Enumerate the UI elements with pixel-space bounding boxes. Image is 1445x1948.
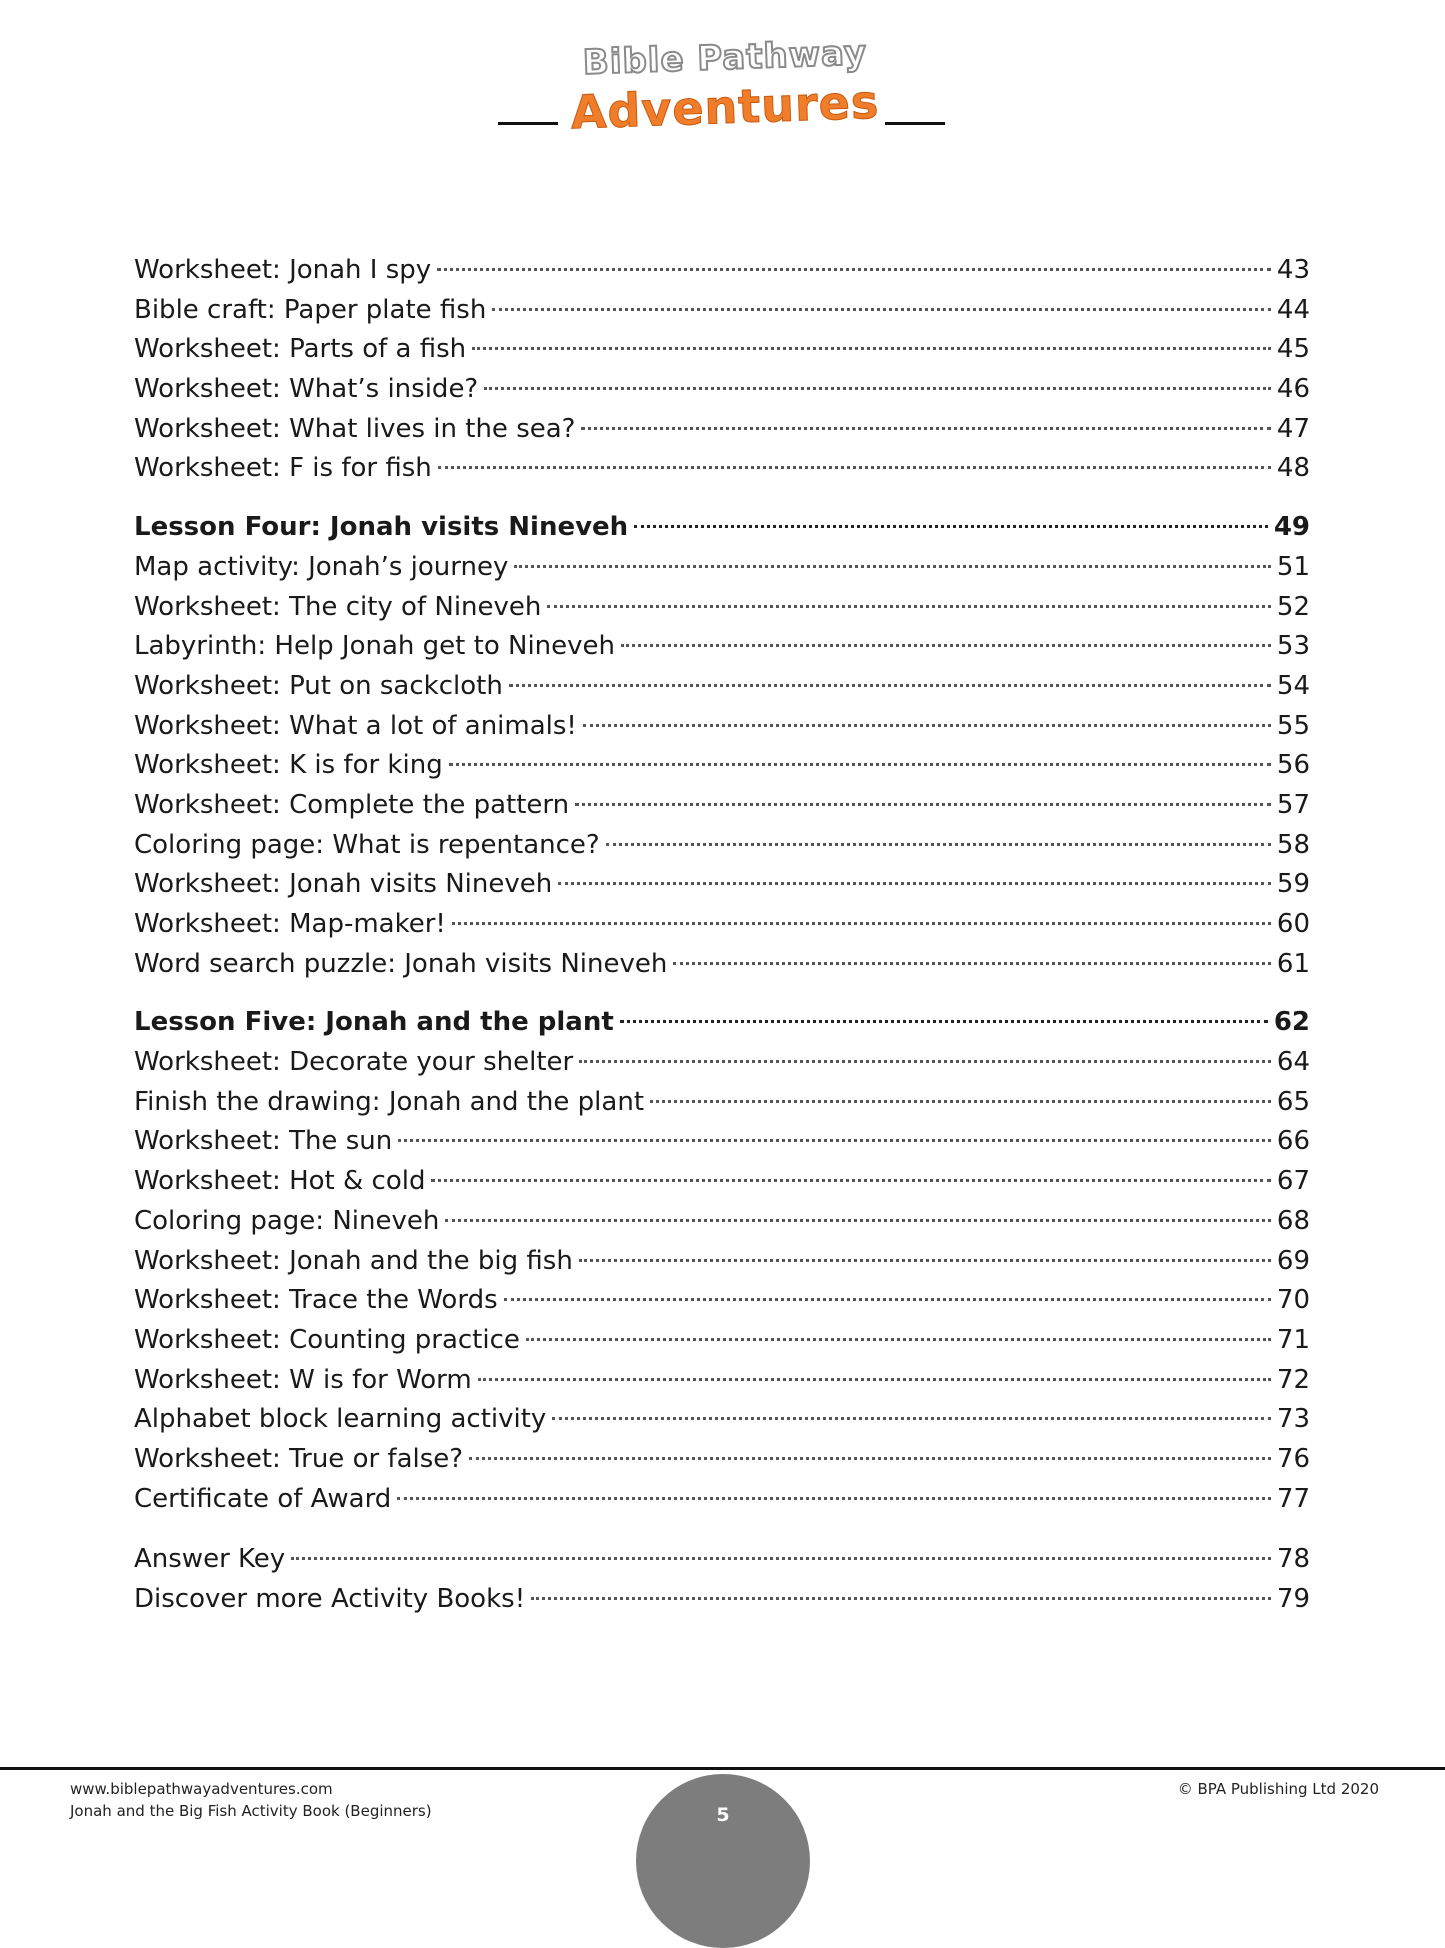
toc-entry (134, 1043, 1310, 1083)
brand-logo (560, 28, 890, 138)
dot-leader (452, 922, 1271, 925)
toc-entry-page: 55 (1276, 710, 1310, 741)
toc-entry (134, 1122, 1310, 1162)
dot-leader (547, 605, 1271, 608)
toc-entry-page: 45 (1276, 334, 1310, 365)
toc-entry-page: 76 (1276, 1443, 1310, 1474)
toc-entry (134, 370, 1310, 410)
toc-entry-page: 66 (1276, 1126, 1310, 1157)
dot-leader (579, 1259, 1271, 1262)
toc-entry-title: Worksheet: K is for king (134, 750, 443, 781)
toc-entry-title: Finish the drawing: Jonah and the plant (134, 1086, 645, 1117)
toc-entry-title: Worksheet: Jonah and the big fish (134, 1245, 573, 1276)
dot-leader (650, 1100, 1271, 1103)
dot-leader (634, 525, 1268, 528)
page-number: 5 (716, 1804, 730, 1826)
footer-left (70, 1778, 432, 1822)
toc-entry-page: 47 (1276, 413, 1310, 444)
dot-leader (437, 268, 1271, 271)
toc-entry-page: 52 (1276, 591, 1310, 622)
dot-leader (291, 1557, 1271, 1560)
dot-leader (514, 565, 1271, 568)
toc-entry (134, 291, 1310, 331)
toc-entry (134, 330, 1310, 370)
toc-entry-page: 78 (1276, 1544, 1310, 1575)
toc-entry (134, 667, 1310, 707)
dot-leader (397, 1497, 1271, 1500)
footer-book-title: Jonah and the Big Fish Activity Book (Beginners) (70, 1802, 432, 1820)
toc-entry (134, 251, 1310, 291)
toc-entry-title: Labyrinth: Help Jonah get to Nineveh (134, 631, 615, 662)
toc-entry-title: Worksheet: Jonah I spy (134, 255, 432, 285)
toc-entry (134, 1281, 1310, 1321)
toc-entry-title: Worksheet: Parts of a fish (134, 334, 467, 365)
logo-top-text: Bible Pathway (582, 33, 868, 83)
toc-entry-page: 61 (1276, 948, 1310, 979)
dot-leader (526, 1338, 1271, 1341)
toc-lesson-page: 62 (1273, 1007, 1310, 1038)
toc-entry-title: Discover more Activity Books! (134, 1584, 526, 1614)
toc-entry-page: 64 (1276, 1047, 1310, 1078)
toc-entry-page: 59 (1276, 869, 1310, 900)
dot-leader (478, 1378, 1271, 1381)
page-header (0, 28, 1445, 148)
toc-entry-page: 48 (1276, 453, 1310, 484)
dot-leader (438, 466, 1271, 469)
toc-entry-title: Worksheet: What lives in the sea? (134, 413, 576, 444)
dot-leader (472, 347, 1271, 350)
dot-leader (398, 1139, 1271, 1142)
toc-entry-page: 58 (1276, 829, 1310, 860)
toc-entry-title: Answer Key (134, 1544, 286, 1575)
toc-lesson-heading (134, 508, 1310, 548)
header-rule-left (498, 122, 558, 125)
footer-copyright: © BPA Publishing Ltd 2020 (1177, 1780, 1379, 1798)
toc-lesson-title: Lesson Five: Jonah and the plant (134, 1007, 614, 1038)
toc-entry (134, 410, 1310, 450)
toc-entry (134, 1361, 1310, 1401)
toc-entry-page: 60 (1276, 909, 1310, 939)
toc-entry-title: Worksheet: What a lot of animals! (134, 710, 577, 741)
toc-entry (134, 1162, 1310, 1202)
toc-lesson-heading (134, 1003, 1310, 1043)
toc-entry (134, 905, 1310, 945)
toc-entry-page: 79 (1276, 1584, 1310, 1614)
toc-entry-page: 65 (1276, 1086, 1310, 1117)
toc-entry (134, 1321, 1310, 1361)
toc-entry-page: 77 (1276, 1483, 1310, 1514)
dot-leader (504, 1298, 1271, 1301)
dot-leader (620, 1020, 1268, 1023)
dot-leader (673, 962, 1271, 965)
toc-entry (134, 1400, 1310, 1440)
toc-entry (134, 1480, 1310, 1520)
toc-entry-title: Map activity: Jonah’s journey (134, 551, 509, 582)
toc-lesson-page: 49 (1273, 512, 1310, 543)
dot-leader (449, 763, 1271, 766)
toc-entry (134, 548, 1310, 588)
toc-entry-title: Bible craft: Paper plate fish (134, 294, 487, 325)
toc-entry-page: 53 (1276, 631, 1310, 662)
dot-leader (581, 427, 1270, 430)
dot-leader (469, 1457, 1271, 1460)
page-number-tab (636, 1774, 810, 1948)
toc-entry-title: Worksheet: True or false? (134, 1443, 464, 1474)
toc-entry-title: Word search puzzle: Jonah visits Nineveh (134, 948, 668, 979)
toc-entry-title: Worksheet: Decorate your shelter (134, 1047, 574, 1078)
dot-leader (492, 308, 1271, 311)
toc-entry-page: 70 (1276, 1285, 1310, 1316)
dot-leader (484, 387, 1271, 390)
toc-entry-title: Certificate of Award (134, 1483, 392, 1514)
footer-website: www.biblepathwayadventures.com (70, 1780, 333, 1798)
toc-entry-page: 56 (1276, 750, 1310, 781)
dot-leader (583, 724, 1271, 727)
toc-entry (134, 449, 1310, 489)
toc-entry (134, 746, 1310, 786)
toc-entry-page: 43 (1276, 255, 1310, 285)
toc-entry-page: 51 (1276, 551, 1310, 582)
toc-entry (134, 707, 1310, 747)
toc-entry (134, 1580, 1310, 1620)
toc-entry-title: Coloring page: Nineveh (134, 1205, 440, 1236)
toc-entry-title: Worksheet: W is for Worm (134, 1364, 472, 1395)
toc-entry-title: Worksheet: F is for fish (134, 453, 432, 484)
table-of-contents (134, 251, 1310, 1620)
toc-entry (134, 786, 1310, 826)
dot-leader (606, 843, 1271, 846)
toc-entry-page: 73 (1276, 1404, 1310, 1435)
toc-entry-page: 54 (1276, 670, 1310, 701)
toc-entry-title: Worksheet: The city of Nineveh (134, 591, 542, 622)
toc-entry-page: 57 (1276, 789, 1310, 820)
dot-leader (509, 684, 1271, 687)
toc-entry (134, 1083, 1310, 1123)
toc-entry-page: 68 (1276, 1205, 1310, 1236)
toc-entry-title: Worksheet: Hot & cold (134, 1166, 426, 1197)
toc-entry (134, 1440, 1310, 1480)
toc-entry-title: Worksheet: The sun (134, 1126, 393, 1157)
dot-leader (579, 1060, 1271, 1063)
header-rule-right (885, 122, 945, 125)
toc-entry (134, 945, 1310, 985)
toc-lesson-title: Lesson Four: Jonah visits Nineveh (134, 512, 629, 543)
logo-bottom-text: Adventures (569, 74, 881, 140)
toc-entry (134, 1242, 1310, 1282)
toc-entry-title: Worksheet: Complete the pattern (134, 789, 570, 820)
dot-leader (431, 1179, 1270, 1182)
footer-rule (0, 1767, 1445, 1770)
toc-entry-title: Worksheet: Counting practice (134, 1324, 520, 1355)
dot-leader (552, 1417, 1271, 1420)
toc-entry-title: Worksheet: Put on sackcloth (134, 670, 503, 701)
toc-entry (134, 865, 1310, 905)
dot-leader (621, 644, 1271, 647)
toc-entry-page: 67 (1276, 1166, 1310, 1197)
toc-entry-page: 44 (1276, 294, 1310, 325)
toc-entry-page: 72 (1276, 1364, 1310, 1395)
toc-entry-page: 46 (1276, 374, 1310, 405)
toc-entry-title: Alphabet block learning activity (134, 1404, 547, 1435)
dot-leader (445, 1219, 1271, 1222)
toc-entry-title: Worksheet: Jonah visits Nineveh (134, 869, 553, 900)
toc-entry (134, 588, 1310, 628)
toc-entry-title: Worksheet: Map-maker! (134, 909, 446, 939)
toc-entry-page: 71 (1276, 1324, 1310, 1355)
dot-leader (531, 1597, 1271, 1600)
dot-leader (558, 882, 1271, 885)
toc-entry (134, 627, 1310, 667)
dot-leader (575, 803, 1271, 806)
toc-entry-page: 69 (1276, 1245, 1310, 1276)
toc-entry (134, 1540, 1310, 1580)
toc-entry-title: Worksheet: What’s inside? (134, 374, 479, 405)
toc-entry (134, 1202, 1310, 1242)
toc-entry-title: Worksheet: Trace the Words (134, 1285, 498, 1316)
toc-entry (134, 826, 1310, 866)
toc-entry-title: Coloring page: What is repentance? (134, 829, 600, 860)
